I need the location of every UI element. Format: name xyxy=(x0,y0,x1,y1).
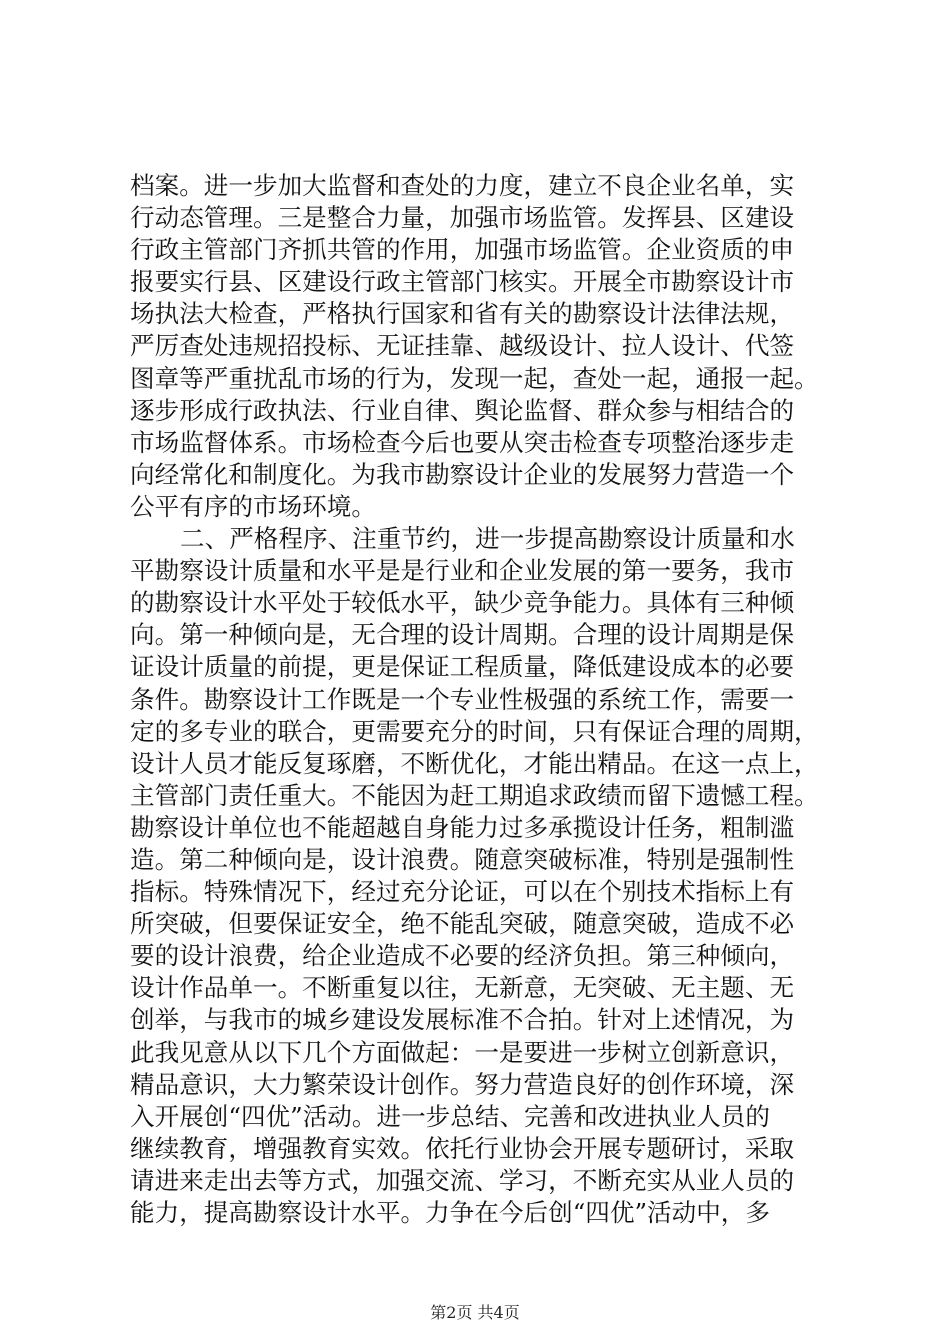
text-line: 严厉查处违规招投标、无证挂靠、越级设计、拉人设计、代签 xyxy=(130,331,795,361)
text-line: 行政主管部门齐抓共管的作用，加强市场监管。企业资质的申 xyxy=(130,235,795,265)
text-line: 入开展创“四优”活动。进一步总结、完善和改进执业人员的 xyxy=(130,1101,770,1131)
text-line: 所突破，但要保证安全，绝不能乱突破，随意突破，造成不必 xyxy=(130,909,795,939)
text-line: 证设计质量的前提，更是保证工程质量，降低建设成本的必要 xyxy=(130,652,795,682)
text-line: 造。第二种倾向是，设计浪费。随意突破标准，特别是强制性 xyxy=(130,844,795,874)
text-line: 场执法大检查，严格执行国家和省有关的勘察设计法律法规， xyxy=(130,299,795,329)
text-line: 向经常化和制度化。为我市勘察设计企业的发展努力营造一个 xyxy=(130,459,795,489)
text-line: 图章等严重扰乱市场的行为，发现一起，查处一起，通报一起。 xyxy=(130,363,819,393)
text-line: 勘察设计单位也不能超越自身能力过多承揽设计任务，粗制滥 xyxy=(130,812,795,842)
text-line: 主管部门责任重大。不能因为赶工期追求政绩而留下遗憾工程。 xyxy=(130,780,819,810)
text-line: 设计作品单一。不断重复以往，无新意，无突破、无主题、无 xyxy=(130,973,795,1003)
text-line: 档案。进一步加大监督和查处的力度，建立不良企业名单，实 xyxy=(130,171,795,200)
text-line: 条件。勘察设计工作既是一个专业性极强的系统工作，需要一 xyxy=(130,684,795,714)
text-line: 公平有序的市场环境。 xyxy=(130,491,376,521)
text-line: 创举，与我市的城乡建设发展标准不合拍。针对上述情况，为 xyxy=(130,1005,795,1035)
text-line: 设计人员才能反复琢磨，不断优化，才能出精品。在这一点上， xyxy=(130,748,819,778)
text-line: 定的多专业的联合，更需要充分的时间，只有保证合理的周期， xyxy=(130,716,819,746)
text-line: 市场监督体系。市场检查今后也要从突击检查专项整治逐步走 xyxy=(130,427,795,457)
text-line: 此我见意从以下几个方面做起：一是要进一步树立创新意识， xyxy=(130,1037,795,1067)
text-line: 的勘察设计水平处于较低水平，缺少竞争能力。具体有三种倾 xyxy=(130,588,795,618)
text-line: 向。第一种倾向是，无合理的设计周期。合理的设计周期是保 xyxy=(130,620,795,650)
text-line: 行动态管理。三是整合力量，加强市场监管。发挥县、区建设 xyxy=(130,203,795,233)
text-line: 逐步形成行政执法、行业自律、舆论监督、群众参与相结合的 xyxy=(130,395,795,425)
paragraph-first-line: 二、严格程序、注重节约，进一步提高勘察设计质量和水 xyxy=(180,524,795,554)
text-line: 精品意识，大力繁荣设计创作。努力营造良好的创作环境，深 xyxy=(130,1069,795,1099)
page-footer: 第2页 共4页 xyxy=(430,1303,520,1322)
text-line: 指标。特殊情况下，经过充分论证，可以在个别技术指标上有 xyxy=(130,877,795,907)
text-line: 平勘察设计质量和水平是是行业和企业发展的第一要务，我市 xyxy=(130,556,795,586)
document-body xyxy=(130,170,830,1229)
text-line: 请进来走出去等方式，加强交流、学习，不断充实从业人员的 xyxy=(130,1165,795,1195)
text-line: 能力，提高勘察设计水平。力争在今后创“四优”活动中，多 xyxy=(130,1198,770,1227)
text-line: 要的设计浪费，给企业造成不必要的经济负担。第三种倾向， xyxy=(130,941,795,971)
text-line: 继续教育，增强教育实效。依托行业协会开展专题研讨，采取 xyxy=(130,1133,795,1163)
text-line: 报要实行县、区建设行政主管部门核实。开展全市勘察设计市 xyxy=(130,267,795,297)
